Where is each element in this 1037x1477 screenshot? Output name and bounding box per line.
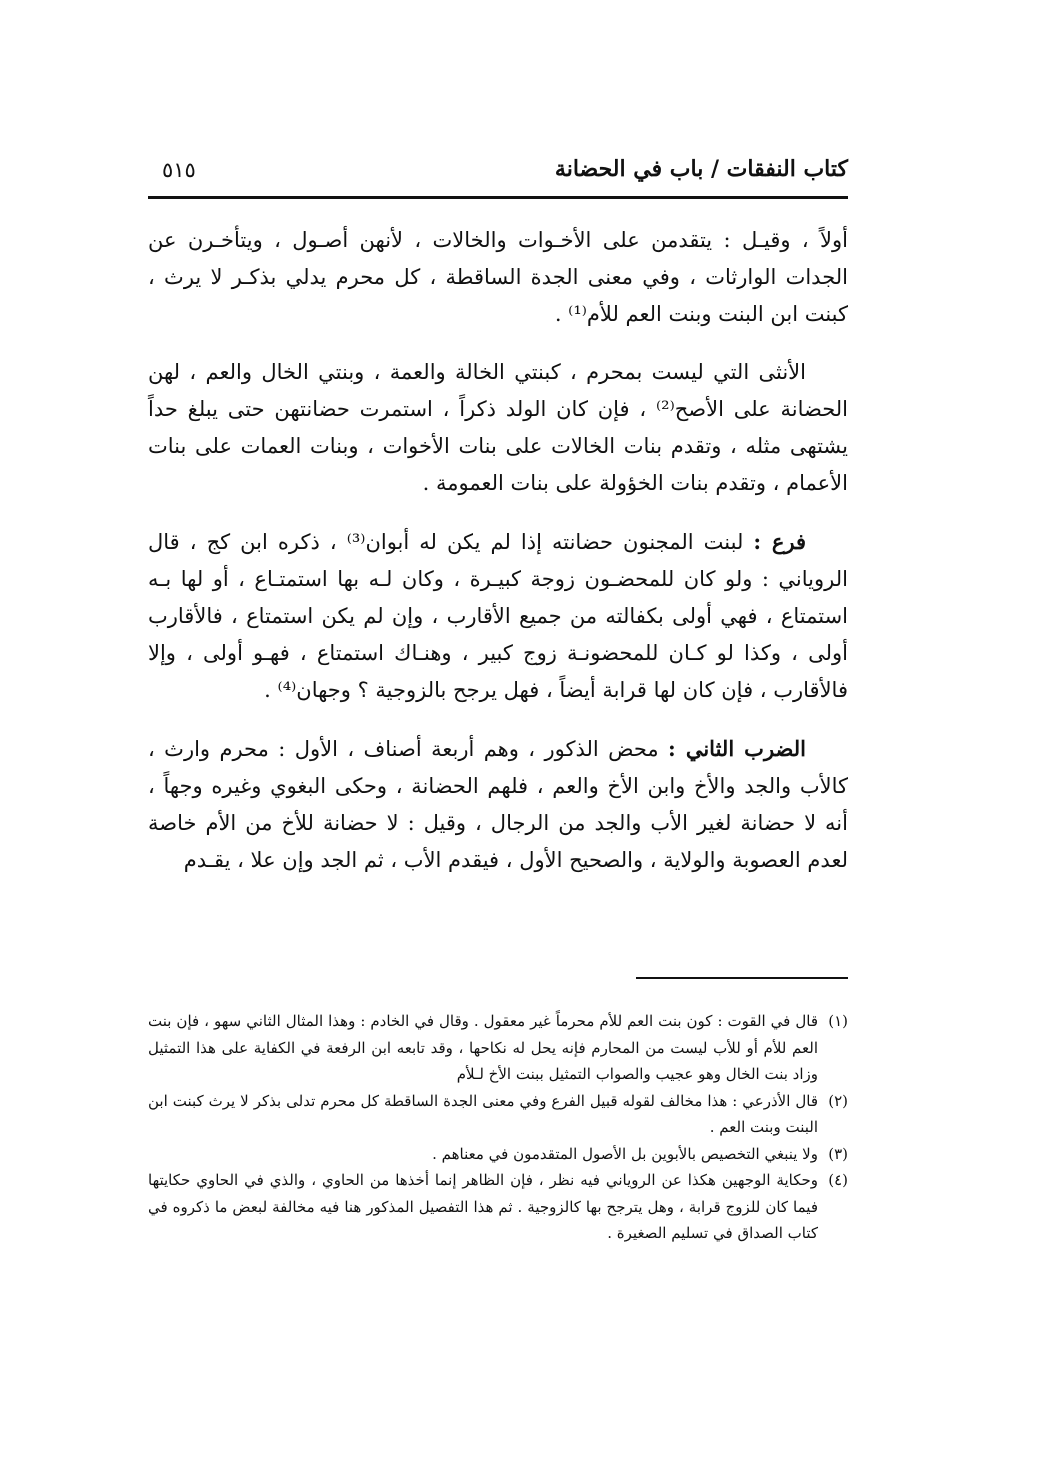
footnote-text: ولا ينبغي التخصيص بالأبوين بل الأصول المتقدمون في معناهم . [432,1144,818,1163]
paragraph-3-text: لبنت المجنون حضانته إذا لم يكن له أبوان⁽³⁾ ، ذكره ابن كج ، قال الروياني : ولو كان للمحضـون زوجة كبيـرة ، وكان لـه بها استمتـاع ، أو لها بـه استمتاع ، فهي أولى بكفالته من جميع الأقارب ، وإن لم يكن استمتاع ، فالأقارب أولى ، وكذا لو كـان للمحضونـة زوج كبير ، وهنـاك استمتاع ، فهـو أولى ، وإلا فالأقارب ، فإن كان لها قرابة أيضاً ، فهل يرجح بالزوجية ؟ وجهان⁽⁴⁾ . [148,530,848,702]
paragraph-4-text: محض الذكور ، وهم أربعة أصناف ، الأول : محرم وارث ، كالأب والجد والأخ وابن الأخ والعم ، فلهم الحضانة ، وحكى البغوي وغيره وجهاً ، أنه لا حضانة لغير الأب والجد من الرجال ، وقيل : لا حضانة للأخ من الأم خاصة لعدم العصوبة والولاية ، والصحيح الأول ، فيقدم الأب ، ثم الجد وإن علا ، يقـدم [148,737,848,872]
page-number: ٥١٥ [162,158,196,182]
footnote-number: (٣) [828,1144,848,1163]
paragraph-3 [148,523,848,709]
footnote-number: (٤) [828,1171,848,1189]
footnote-1 [148,1008,848,1088]
page-header [148,146,848,192]
paragraph-2: الأنثى التي ليست بمحرم ، كبنتي الخالة والعمة ، وبنتي الخال والعم ، لهن الحضانة على الأصح⁽²⁾ ، فإن كان الولد ذكراً ، استمرت حضانتهن حتى يبلغ حداً يشتهى مثله ، وتقدم بنات الخالات على بنات الأخوات ، وبنات العمات على بنات الأعمام ، وتقدم بنات الخؤولة على بنات العمومة . [148,360,849,495]
footnote-separator [636,977,848,979]
paragraph-4-heading: الضرب الثاني : [668,736,806,761]
footnote-4 [148,1167,848,1247]
footnote-2 [148,1088,848,1141]
footnotes [148,1008,848,1247]
paragraph-3-heading: فرع : [753,529,806,554]
header-rule [148,196,848,199]
footnote-text: وحكاية الوجهين هكذا عن الروياني فيه نظر ، فإن الظاهر إنما أخذها من الحاوي ، والذي في الحاوي حكايتها فيما كان للزوج قرابة ، وهل يترجح بها كالزوجية . ثم هذا التفصيل المذكور هنا فيه مخالفة لبعض ما ذكروه في كتاب الصداق في تسليم الصغيرة . [148,1171,818,1242]
running-title: كتاب النفقات / باب في الحضانة [554,156,848,182]
footnote-3 [148,1141,848,1168]
footnote-text: قال الأذرعي : هذا مخالف لقوله قبيل الفرع وفي معنى الجدة الساقطة كل محرم تدلى بذكر لا يرث كبنت ابن البنت وبنت العم . [148,1091,818,1136]
footnote-text: قال في القوت : كون بنت العم للأم محرماً غير معقول . وقال في الخادم : وهذا المثال الثاني سهو ، فإن بنت العم للأم أو للأب ليست من المحارم فإنه يحل له نكاحها ، وقد تابعه ابن الرفعة في الكفاية على هذا التمثيل وزاد بنت الخال وهو عجيب والصواب التمثيل ببنت الأخ لـلأم [148,1012,818,1083]
footnote-number: (٢) [828,1091,848,1110]
paragraph-1: أولاً ، وقيـل : يتقدمن على الأخـوات والخالات ، لأنهن أصـول ، ويتأخـرن عن الجدات الوارثات ، وفي معنى الجدة الساقطة ، كل محرم يدلي بذكـر لا يرث ، كبنت ابن البنت وبنت العم للأم⁽¹⁾ . [148,228,848,326]
footnote-number: (١) [828,1012,848,1030]
main-text [148,222,848,900]
paragraph-4 [148,730,848,879]
